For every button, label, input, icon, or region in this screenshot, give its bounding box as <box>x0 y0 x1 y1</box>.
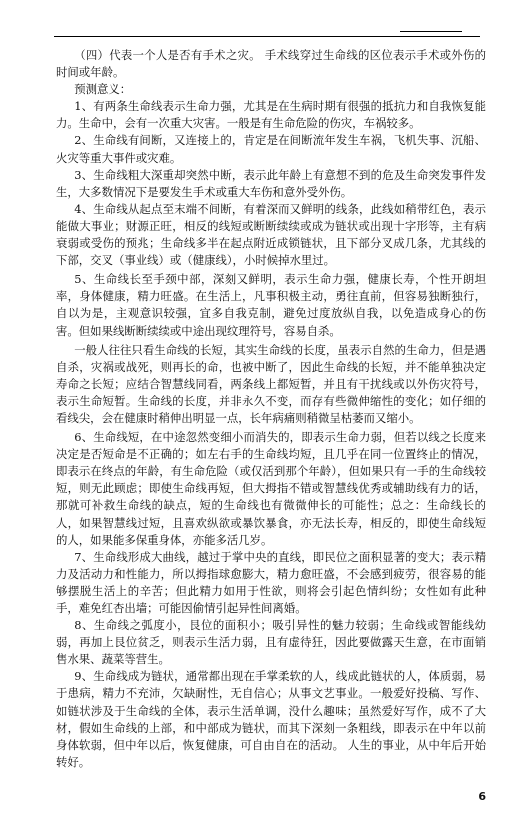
document-body <box>56 47 486 771</box>
paragraph-item-5: 5、生命线长至手颈中部，深刻又鲜明，表示生命力强，健康长寿，个性开朗坦率，身体健康，精力旺盛。在生活上，凡事积极主动，勇往直前，但容易独断独行，自以为是，主观意识较强，宜多自我克制，避免过度放纵自我，以免造成身心的伤害。但如果线断断续续或中途出现纹理符号，容易自杀。 <box>56 272 486 338</box>
paragraph-prediction-heading: 预测意义： <box>74 82 132 97</box>
header-rule <box>54 36 480 37</box>
paragraph-general: 一般人往往只看生命线的长短，其实生命线的长度，虽表示自然的生命力，但是遇自杀，灾祸或战死，则再长的命，也被中断了，因此生命线的长短，并不能单独决定寿命之长短；应结合智慧线同看，两条线上都短暂，并且有干扰线或以外伤灾符号，表示生命短暂。生命线的长度，并非永久不变，而存有些微伸缩性的变化；如仔细的看线尖，会在健康时稍伸出明显一点，长年病痛则稍微呈枯萎而又缩小。 <box>56 342 486 425</box>
paragraph-surgery: （四）代表一个人是否有手术之灾。 手术线穿过生命线的区位表示手术或外伤的时间或年龄。 <box>56 48 486 80</box>
paragraph-item-4: 4、生命线从起点至末端不间断，有着深而又鲜明的线条，此线如稍带红色，表示能做大事业；财源正旺，相反的线短或断断续续或成为链状或出现十字形等，主有病衰弱或受伤的预兆；生命线多半在起点附近成锁链状，且下部分叉成几条，尤其线的下部，交叉（事业线）或（健康线），小时候掉水里过。 <box>56 201 486 268</box>
paragraph-item-9: 9、生命线成为链状，通常都出现在手掌柔软的人，线成此链状的人，体质弱，易于患病，精力不充沛，欠缺耐性，无自信心；从事文艺事业。一般爱好投稿、写作、如链状涉及于生命线的全体，表示生活单调，没什么趣味；虽然爱好写作，成不了大材，假如生命线的上部，和中部成为链状，而其下深刻一条粗线，即表示在中年以前身体软弱，但中年以后，恢复健康，可自由自在的活动。 人生的事业，从中年后开始转好。 <box>56 669 486 769</box>
paragraph-item-7: 7、生命线形成大曲线，越过于掌中央的直线，即民位之面积显著的变大；表示精力及活动力和性能力，所以拇指球愈膨大，精力愈旺盛，不会感到疲劳，很容易的能够摆脱生活上的辛苦；但此精力如用于性欲，则将会引起色情纠纷；女性如有此种手，难免红杏出墙；可能因偷情引起异性间离婚。 <box>56 549 486 615</box>
page-number: 6 <box>478 790 486 803</box>
paragraph-item-8: 8、生命线之弧度小，艮位的面积小；吸引异性的魅力较弱；生命线或智能线幼弱，再加上艮位贫乏，则表示生活力弱，且有虚待狂，因此要做露天生意，在市面销售水果、蔬菜等营生。 <box>56 618 486 667</box>
paragraph-item-2: 2、生命线有间断，又连接上的，肯定是在间断流年发生车祸，飞机失事、沉船、火灾等重大事件或灾难。 <box>56 133 486 165</box>
paragraph-item-6: 6、生命线短，在中途忽然变细小而消失的，即表示生命力弱，但若以线之长度来决定是否短命是不正确的；如左右手的生命线均短，且几乎在同一位置终止的情况，即表示在终点的年龄，有生命危险（或仅活到那个年龄），但如果只有一手的生命线较短，则无此顾虑；即使生命线再短，但大拇指不错或智慧线优秀或辅助线有力的话，那就可补救生命线的缺点，短的生命线也有微微伸长的可能性；总之：生命线长的人，如果智慧线过短，且喜欢纵欲或暴饮暴食，亦无法长寿，相反的，即使生命线短的人，如果能多保重身体，亦能多活几岁。 <box>56 430 486 547</box>
paragraph-item-1: 1、有两条生命线表示生命力强，尤其是在生病时期有很强的抵抗力和自我恢复能力。生命中，会有一次重大灾害。一般是有生命危险的伤灾，车祸较多。 <box>56 99 486 131</box>
paragraph-item-3: 3、生命线粗大深重却突然中断，表示此年龄上有意想不到的危及生命突发事件发生，大多数情况下是要发生手术或重大车伤和意外受外伤。 <box>56 167 486 199</box>
header-rule-mark <box>400 31 462 32</box>
